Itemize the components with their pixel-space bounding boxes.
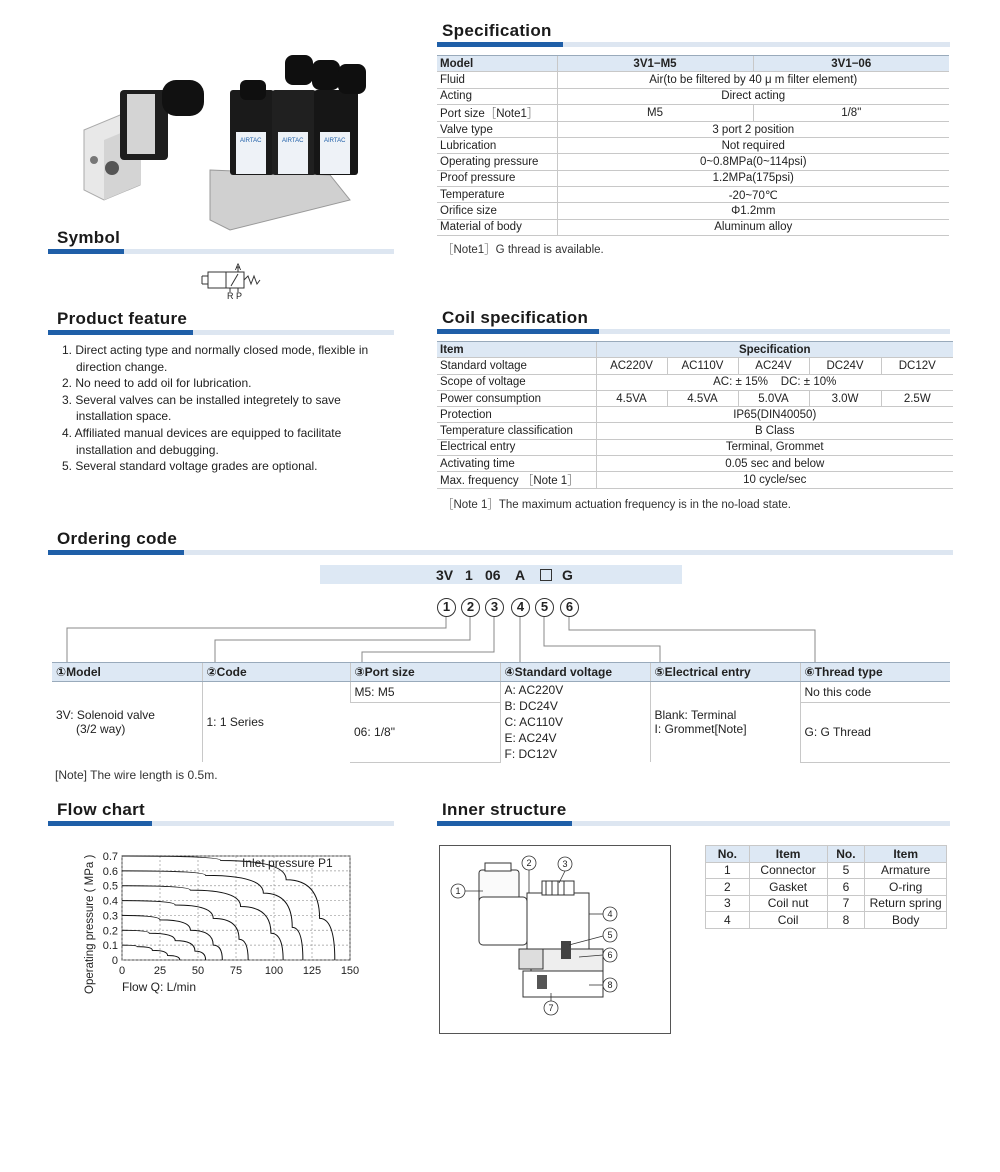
header-cell: ⑤Electrical entry xyxy=(650,663,800,682)
coil-spec-note: ［Note 1］The maximum actuation frequency is in the no-load state. xyxy=(442,499,792,511)
cell: O-ring xyxy=(865,879,947,896)
code-circle: 3 xyxy=(485,598,504,617)
cell: Body xyxy=(865,912,947,929)
row-value: 0~0.8MPa(0~114psi) xyxy=(557,154,949,170)
inner-structure-title: Inner structure xyxy=(442,800,567,819)
feature-item: 3. Several valves can be installed integretely to save installation space. xyxy=(62,392,341,424)
product-feature-title: Product feature xyxy=(57,309,188,328)
chart-curves xyxy=(122,856,335,960)
chart-annotation: Inlet pressure P1 xyxy=(242,856,333,870)
chart-ylabel: Operating pressure ( MPa ) xyxy=(84,854,96,994)
y-tick-label: 0.5 xyxy=(102,880,118,893)
table-row xyxy=(706,895,947,912)
header-cell: Item xyxy=(865,846,947,863)
row-label: Standard voltage xyxy=(437,358,596,374)
cell: Coil xyxy=(749,912,827,929)
y-tick-label: 0.1 xyxy=(102,940,118,953)
row-value: AC24V xyxy=(738,358,809,374)
table-row xyxy=(52,682,950,703)
row-value: Terminal, Grommet xyxy=(596,439,953,455)
voltage-cell xyxy=(500,682,650,763)
header-cell: ②Code xyxy=(202,663,350,682)
header-cell: Item xyxy=(749,846,827,863)
row-label: Valve type xyxy=(437,121,557,137)
x-tick-label: 125 xyxy=(302,965,322,977)
table-row xyxy=(706,912,947,929)
x-tick-label: 100 xyxy=(264,965,284,977)
y-tick-label: 0.6 xyxy=(102,865,118,878)
row-value: B Class xyxy=(596,423,953,439)
cell: Return spring xyxy=(865,895,947,912)
row-value: AC: ± 15% DC: ± 10% xyxy=(596,374,953,390)
code-circle: 1 xyxy=(437,598,456,617)
x-tick-label: 150 xyxy=(340,965,360,977)
feature-item: 2. No need to add oil for lubrication. xyxy=(62,376,252,391)
code-circle: 6 xyxy=(560,598,579,617)
cell: 7 xyxy=(827,895,865,912)
ordering-code-title: Ordering code xyxy=(57,529,178,548)
code-circle: 4 xyxy=(511,598,530,617)
x-tick-label: 75 xyxy=(229,965,243,977)
row-label: Acting xyxy=(437,88,557,104)
header-cell: Item xyxy=(437,342,596,358)
row-value: DC24V xyxy=(809,358,881,374)
table-row xyxy=(706,846,947,863)
specification-note: ［Note1］G thread is available. xyxy=(442,244,604,256)
series-line xyxy=(122,901,248,960)
voltage-item: E: AC24V xyxy=(504,731,557,745)
inner-structure-diagram xyxy=(439,845,671,1034)
y-tick-label: 0 xyxy=(111,955,118,967)
header-cell: No. xyxy=(827,846,865,863)
code-part: A xyxy=(515,567,526,583)
callout-label: 5 xyxy=(607,930,613,940)
symbol-label-a: A xyxy=(235,262,242,272)
callout-label: 2 xyxy=(526,858,532,868)
code-cell: 1: 1 Series xyxy=(202,682,350,763)
row-label: Electrical entry xyxy=(437,439,596,455)
ordering-table xyxy=(52,662,950,763)
voltage-item: B: DC24V xyxy=(504,699,558,713)
row-value: IP65(DIN40050) xyxy=(596,407,953,423)
inner-structure-table xyxy=(705,845,947,929)
row-label: Protection xyxy=(437,407,596,423)
row-value: 0.05 sec and below xyxy=(596,456,953,472)
series-line xyxy=(122,915,222,960)
row-label: Activating time xyxy=(437,456,596,472)
row-value: Direct acting xyxy=(557,88,949,104)
header-cell: 3V1−06 xyxy=(753,56,949,72)
row-value: 3 port 2 position xyxy=(557,121,949,137)
cell: 4 xyxy=(706,912,750,929)
x-tick-label: 50 xyxy=(191,965,205,977)
ordering-note: [Note] The wire length is 0.5m. xyxy=(55,768,218,782)
entry-item: I: Grommet[Note] xyxy=(654,722,747,736)
row-value: -20~70℃ xyxy=(557,187,949,203)
code-part: 06 xyxy=(485,567,501,583)
header-cell: ④Standard voltage xyxy=(500,663,650,682)
row-label: Temperature classification xyxy=(437,423,596,439)
row-value: 10 cycle/sec xyxy=(596,472,953,489)
port-size-cell: M5: M5 xyxy=(350,682,500,703)
series-line xyxy=(122,886,283,960)
symbol-label-rp: R P xyxy=(227,291,243,300)
cell: Gasket xyxy=(749,879,827,896)
row-value: 3.0W xyxy=(809,390,881,406)
cell: 6 xyxy=(827,879,865,896)
cell: 2 xyxy=(706,879,750,896)
row-value: Air(to be filtered by 40 μ m filter element) xyxy=(557,72,949,88)
x-tick-label: 25 xyxy=(153,965,167,977)
row-value: M5 xyxy=(557,104,753,121)
voltage-item: F: DC12V xyxy=(504,747,558,761)
series-line xyxy=(122,856,335,960)
header-cell: Model xyxy=(437,56,557,72)
row-value: 4.5VA xyxy=(667,390,738,406)
row-value: 4.5VA xyxy=(596,390,667,406)
brand-label: AIRTAC xyxy=(240,138,262,144)
row-label: Max. frequency ［Note 1］ xyxy=(437,472,596,489)
flow-chart-title: Flow chart xyxy=(57,800,146,819)
cell: 5 xyxy=(827,862,865,879)
row-value: AC110V xyxy=(667,358,738,374)
table-row xyxy=(706,862,947,879)
brand-label: AIRTAC xyxy=(282,138,304,144)
chart-y-ticks xyxy=(103,851,118,967)
y-tick-label: 0.2 xyxy=(102,925,118,938)
cell: 1 xyxy=(706,862,750,879)
code-part: 3V xyxy=(436,567,454,583)
row-label: Proof pressure xyxy=(437,170,557,186)
row-label: Orifice size xyxy=(437,203,557,219)
row-label: Port size［Note1］ xyxy=(437,104,557,121)
row-value: 5.0VA xyxy=(738,390,809,406)
callout-label: 4 xyxy=(607,909,613,919)
specification-title: Specification xyxy=(442,21,552,40)
header-cell: No. xyxy=(706,846,750,863)
brand-label: AIRTAC xyxy=(324,138,346,144)
row-label: Lubrication xyxy=(437,138,557,154)
row-value: 1.2MPa(175psi) xyxy=(557,170,949,186)
code-circle: 5 xyxy=(535,598,554,617)
row-value: 2.5W xyxy=(881,390,953,406)
chart-grid xyxy=(122,856,350,960)
row-label: Material of body xyxy=(437,219,557,235)
section-rule xyxy=(437,821,950,826)
entry-cell xyxy=(650,682,800,763)
row-label: Scope of voltage xyxy=(437,374,596,390)
model-line: 3V: Solenoid valve xyxy=(56,708,155,722)
cell: 8 xyxy=(827,912,865,929)
entry-item: Blank: Terminal xyxy=(654,708,737,722)
code-part: 1 xyxy=(465,567,473,583)
callout-label: 1 xyxy=(455,886,461,896)
cell: 3 xyxy=(706,895,750,912)
feature-item: 4. Affiliated manual devices are equipped to facilitate installation and debugging. xyxy=(62,425,342,457)
row-value: Not required xyxy=(557,138,949,154)
callout-label: 8 xyxy=(607,980,613,990)
section-rule xyxy=(48,821,394,826)
table-row xyxy=(706,879,947,896)
series-line xyxy=(122,945,180,960)
feature-item: 1. Direct acting type and normally closed mode, flexible in direction change. xyxy=(62,343,369,374)
callout-label: 6 xyxy=(607,950,613,960)
flow-chart xyxy=(78,838,378,1000)
cell: Coil nut xyxy=(749,895,827,912)
row-value: DC12V xyxy=(881,358,953,374)
code-circle: 2 xyxy=(461,598,480,617)
y-tick-label: 0.4 xyxy=(102,895,118,908)
header-cell: Specification xyxy=(596,342,953,358)
row-value: Aluminum alloy xyxy=(557,219,949,235)
row-value: Φ1.2mm xyxy=(557,203,949,219)
row-label: Temperature xyxy=(437,187,557,203)
feature-item: 5. Several standard voltage grades are optional. xyxy=(62,459,318,474)
cell: Connector xyxy=(749,862,827,879)
thread-cell: No this code xyxy=(800,682,950,703)
table-row xyxy=(52,663,950,682)
y-tick-label: 0.3 xyxy=(102,910,118,923)
coil-spec-title: Coil specification xyxy=(442,308,589,327)
cell: Armature xyxy=(865,862,947,879)
header-cell: ③Port size xyxy=(350,663,500,682)
code-part: G xyxy=(562,567,573,583)
header-cell: ①Model xyxy=(52,663,202,682)
chart-x-ticks xyxy=(119,965,359,977)
port-size-cell: 06: 1/8" xyxy=(350,703,500,762)
row-label: Operating pressure xyxy=(437,154,557,170)
chart-xlabel: Flow Q: L/min xyxy=(122,980,197,994)
voltage-item: C: AC110V xyxy=(504,715,563,729)
header-cell: 3V1−M5 xyxy=(557,56,753,72)
callout-label: 3 xyxy=(562,859,568,869)
model-line: (3/2 way) xyxy=(76,722,126,736)
header-cell: ⑥Thread type xyxy=(800,663,950,682)
symbol-title: Symbol xyxy=(57,228,121,247)
y-tick-label: 0.7 xyxy=(102,851,118,863)
model-cell xyxy=(52,682,202,763)
callout-label: 7 xyxy=(548,1003,554,1013)
thread-cell: G: G Thread xyxy=(800,703,950,762)
voltage-item: A: AC220V xyxy=(504,683,564,697)
row-value: AC220V xyxy=(596,358,667,374)
row-label: Fluid xyxy=(437,72,557,88)
row-label: Power consumption xyxy=(437,390,596,406)
row-value: 1/8" xyxy=(753,104,949,121)
x-tick-label: 0 xyxy=(118,965,126,977)
